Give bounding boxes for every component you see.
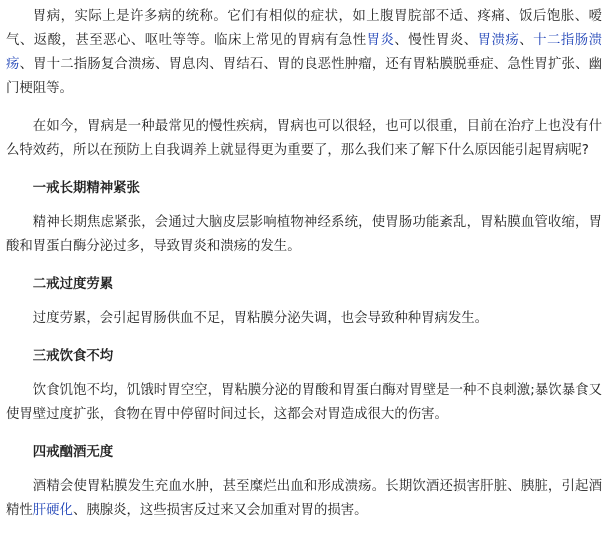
section-heading-4: 四戒酗酒无度: [32, 445, 114, 460]
intro-text-4: 、胃十二指肠复合溃疡、胃息肉、胃结石、胃的良恶性肿瘤，还有胃粘膜脱垂症、急性胃扩张、幽门梗阻等。: [6, 57, 603, 96]
section-4-text-2: 、胰腺炎，这些损害反过来又会加重对胃的损害。: [72, 503, 368, 518]
paragraph-2: 在如今，胃病是一种最常见的慢性疾病，胃病也可以很轻，也可以很重，目前在治疗上也没有什么特效药，所以在预防上自我调养上就显得更为重要了，那么我们来了解下什么原因能引起胃病呢?: [6, 119, 602, 158]
section-heading-2: 二戒过度劳累: [32, 277, 114, 292]
intro-text-3: 、: [519, 33, 534, 48]
link-liver-cirrhosis[interactable]: 肝硬化: [32, 503, 73, 518]
section-heading-3: 三戒饮食不均: [32, 349, 114, 364]
section-4-text-1: 酒精会使胃粘膜发生充血水肿，甚至糜烂出血和形成溃疡。长期饮酒还损害肝脏、胰脏，引起酒精性: [6, 479, 602, 518]
link-gastritis[interactable]: 胃炎: [366, 33, 395, 48]
link-duodenal-ulcer[interactable]: 十二指肠溃疡: [6, 33, 603, 72]
intro-text-1: 胃病，实际上是许多病的统称。它们有相似的症状，如上腹胃脘部不适、疼痛、饭后饱胀、嗳气、返酸，甚至恶心、呕吐等等。临床上常见的胃病有急性: [6, 9, 602, 48]
section-heading-1: 一戒长期精神紧张: [32, 181, 140, 196]
intro-paragraph: [6, 5, 602, 101]
section-body-1: 精神长期焦虑紧张，会通过大脑皮层影响植物神经系统，使胃肠功能紊乱，胃粘膜血管收缩，胃酸和胃蛋白酶分泌过多，导致胃炎和溃疡的发生。: [6, 215, 602, 254]
article-body: [0, 5, 606, 523]
section-body-3: 饮食饥饱不均，饥饿时胃空空，胃粘膜分泌的胃酸和胃蛋白酶对胃壁是一种不良刺激;暴饮暴食又使胃壁过度扩张，食物在胃中停留时间过长，这都会对胃造成很大的伤害。: [6, 383, 602, 422]
section-body-2: 过度劳累，会引起胃肠供血不足，胃粘膜分泌失调，也会导致种种胃病发生。: [32, 311, 489, 326]
link-gastric-ulcer[interactable]: 胃溃疡: [477, 33, 520, 48]
section-body-4: [6, 475, 602, 523]
intro-text-2: 、慢性胃炎、: [394, 33, 478, 48]
